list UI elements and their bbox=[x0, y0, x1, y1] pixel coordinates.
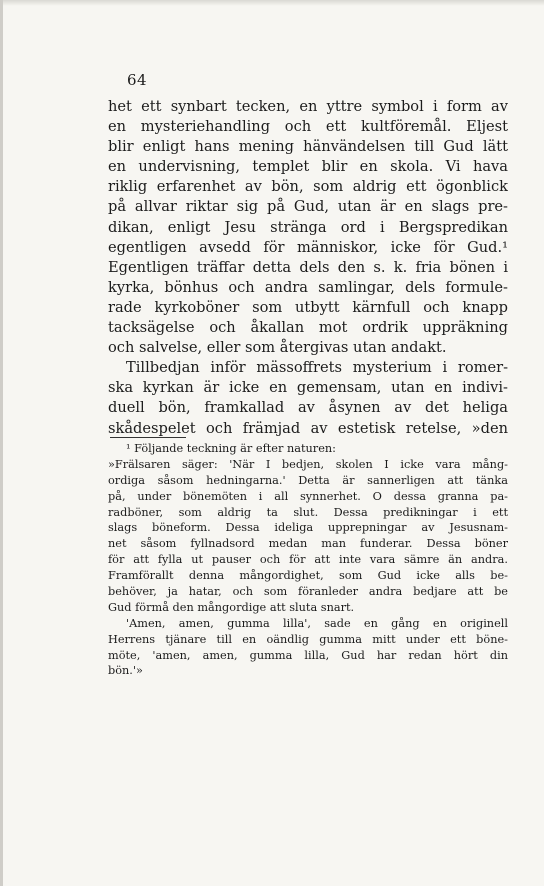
body-line: skådespelet och främjad av estetisk retelse, »den bbox=[108, 419, 508, 437]
footnote-line: »Frälsaren säger: 'När I bedjen, skolen I icke vara mång- bbox=[108, 457, 508, 471]
body-line: ska kyrkan är icke en gemensam, utan en indivi- bbox=[108, 379, 508, 397]
body-line: Egentligen träffar detta dels den s. k. fria bönen i bbox=[108, 258, 508, 276]
footnote-line: Gud förmå den mångordige att sluta snart. bbox=[108, 600, 355, 614]
body-line: dikan, enligt Jesu stränga ord i Bergspredikan bbox=[108, 218, 508, 236]
footnote-line: på, under bönemöten i all synnerhet. O dessa granna pa- bbox=[108, 489, 508, 503]
footnote-line: ¹ Följande teckning är efter naturen: bbox=[126, 442, 336, 455]
footnote-line: behöver, ja hatar, och som föranleder andra bedjare att be bbox=[108, 585, 508, 599]
page-top-edge bbox=[0, 0, 544, 6]
body-line: duell bön, framkallad av åsynen av det heliga bbox=[108, 399, 508, 417]
page-left-edge bbox=[0, 0, 3, 886]
footnote-line: slags böneform. Dessa ideliga upprepningar av Jesusnam- bbox=[108, 521, 508, 535]
footnote-line: Herrens tjänare till en oändlig gumma mitt under ett böne- bbox=[108, 632, 508, 646]
footnote-line: bön.'» bbox=[108, 664, 143, 678]
footnote-line: möte, 'amen, amen, gumma lilla, Gud har redan hört din bbox=[108, 648, 508, 662]
body-line: en mysteriehandling och ett kultföremål. Eljest bbox=[108, 118, 508, 136]
footnote-line: net såsom fyllnadsord medan man funderar. Dessa böner bbox=[108, 537, 508, 551]
footnote-line: Framförallt denna mångordighet, som Gud icke alls be- bbox=[108, 569, 508, 583]
footnote-line: ordiga såsom hedningarna.' Detta är sannerligen att tänka bbox=[108, 473, 508, 487]
body-line: tacksägelse och åkallan mot ordrik uppräkning bbox=[108, 319, 508, 337]
body-line: en undervisning, templet blir en skola. Vi hava bbox=[108, 158, 508, 176]
body-line: rade kyrkoböner som utbytt kärnfull och knapp bbox=[108, 298, 508, 316]
footnote-line: för att fylla ut pauser och för att inte vara sämre än andra. bbox=[108, 553, 508, 567]
footnote-separator bbox=[110, 437, 186, 438]
body-line: blir enligt hans mening hänvändelsen till Gud lätt bbox=[108, 138, 508, 156]
body-line: egentligen avsedd för människor, icke för Gud.¹ bbox=[108, 238, 508, 256]
page-number: 64 bbox=[127, 71, 148, 89]
body-line: het ett synbart tecken, en yttre symbol i form av bbox=[108, 98, 508, 115]
body-text bbox=[108, 97, 508, 439]
body-line: kyrka, bönhus och andra samlingar, dels formule- bbox=[108, 278, 508, 296]
footnote-line: 'Amen, amen, gumma lilla', sade en gång en originell bbox=[126, 616, 508, 630]
body-line: på allvar riktar sig på Gud, utan är en slags pre- bbox=[108, 198, 508, 216]
footnote-line: radböner, som aldrig ta slut. Dessa predikningar i ett bbox=[108, 505, 508, 519]
body-line: och salvelse, eller som återgivas utan andakt. bbox=[108, 339, 447, 357]
footnotes bbox=[108, 441, 508, 679]
body-line: Tillbedjan inför mässoffrets mysterium i romer- bbox=[126, 359, 508, 377]
body-line: riklig erfarenhet av bön, som aldrig ett ögonblick bbox=[108, 178, 508, 196]
